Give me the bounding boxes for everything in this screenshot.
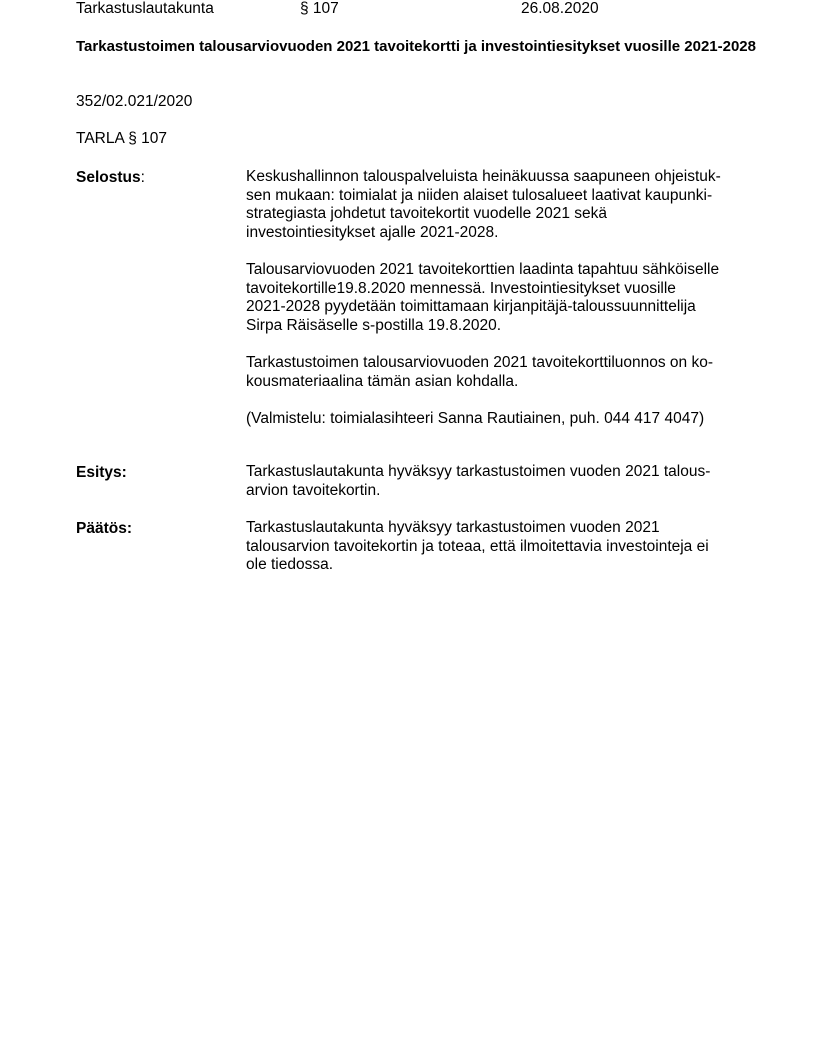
reference: TARLA § 107: [76, 130, 168, 147]
page-header: [76, 0, 776, 20]
selostus-paragraph: Talousarviovuoden 2021 tavoitekorttien laadinta tapahtuu sähköiselle tavoitekortille19.8.2020 mennessä. Investointiesitykset vuosille 2021-2028 pyydetään toimittamaan kirjanpitäjä-taloussuunnittelija Sirpa Räisäselle s-postilla 19.8.2020.: [246, 260, 720, 334]
esitys-paragraph: Tarkastuslautakunta hyväksyy tarkastustoimen vuoden 2021 talous- arvion tavoitekortin.: [246, 463, 711, 499]
selostus-paragraph: (Valmistelu: toimialasihteeri Sanna Rautiainen, puh. 044 417 4047): [246, 409, 705, 427]
paatos-body: [246, 519, 751, 575]
esitys-label-text: Esitys:: [76, 464, 127, 481]
selostus-paragraph: Keskushallinnon talouspalveluista heinäkuussa saapuneen ohjeistuk- sen mukaan: toimialat ja niiden alaiset tulosalueet laativat kaupunki- strategiasta johdetut tavoitekortit vuodelle 2021 sekä investointiesitykset ajalle 2021-2028.: [246, 168, 721, 241]
paatos-paragraph: Tarkastuslautakunta hyväksyy tarkastustoimen vuoden 2021 talousarvion tavoitekortin ja toteaa, että ilmoitettavia investointeja ei ole tiedossa.: [246, 519, 709, 574]
document-title: Tarkastustoimen talousarviovuoden 2021 tavoitekortti ja investointiesitykset vuosille 2021-2028: [76, 38, 756, 55]
selostus-body: [246, 168, 751, 428]
selostus-label-colon: :: [140, 169, 145, 186]
header-section: § 107: [300, 0, 339, 17]
selostus-paragraph: Tarkastustoimen talousarviovuoden 2021 tavoitekorttiluonnos on ko- kousmateriaalina tämän asian kohdalla.: [246, 353, 713, 390]
header-date: 26.08.2020: [521, 0, 599, 17]
esitys-body: [246, 463, 751, 500]
diary-number: 352/02.021/2020: [76, 93, 193, 110]
esitys-label: [76, 463, 127, 482]
paatos-label: [76, 519, 132, 538]
selostus-label-text: Selostus: [76, 169, 141, 186]
paatos-label-text: Päätös:: [76, 520, 132, 537]
header-board: Tarkastuslautakunta: [76, 0, 214, 17]
selostus-label: [76, 168, 145, 187]
